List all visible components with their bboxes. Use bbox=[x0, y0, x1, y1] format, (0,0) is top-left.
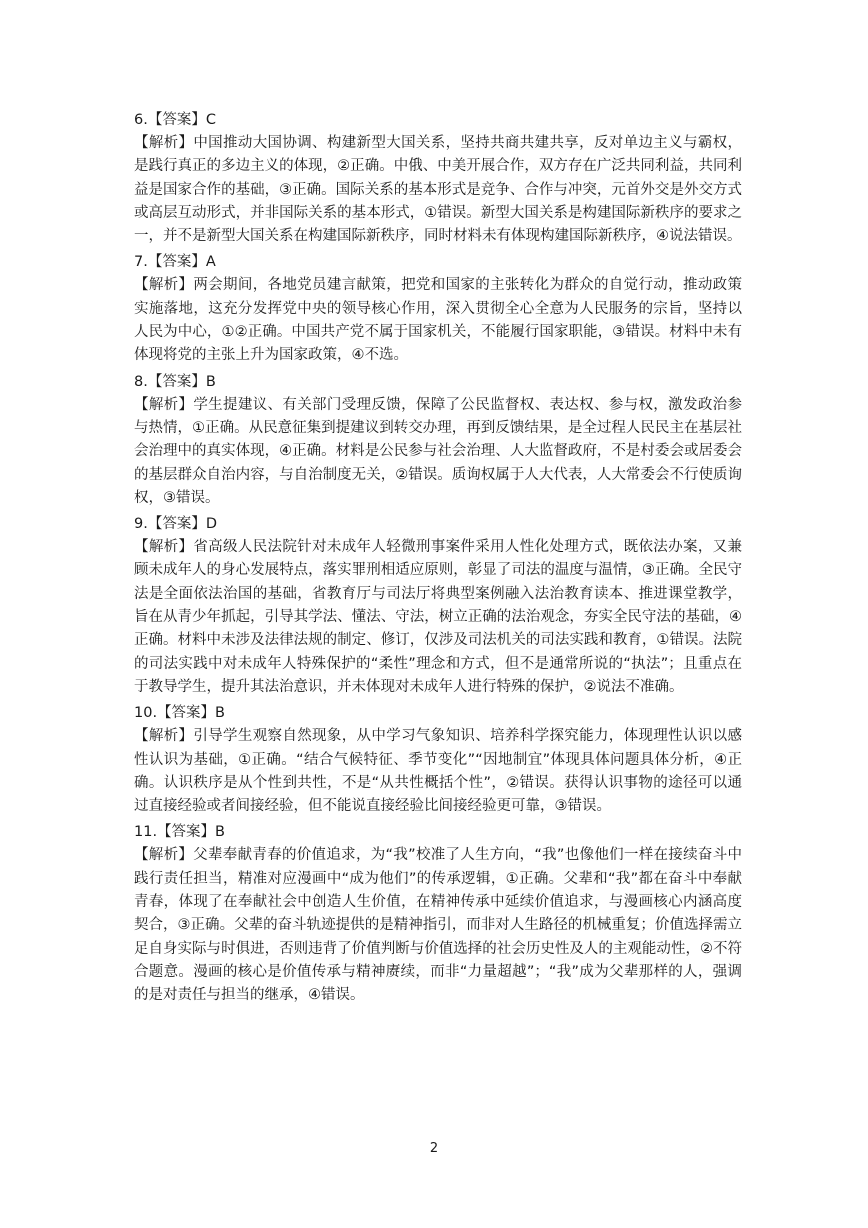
answer-item-10 bbox=[134, 703, 742, 818]
analysis-text: 【解析】引导学生观察自然现象，从中学习气象知识、培养科学探究能力，体现理性认识以感性认识为基础，①正确。“结合气候特征、季节变化”“因地制宜”体现具体问题具体分析，④正确。认识秩序是从个性到共性，不是“从共性概括个性”，②错误。获得认识事物的途径可以通过直接经验或者间接经验，但不能说直接经验比间接经验更可靠，③错误。 bbox=[134, 728, 742, 815]
answer-item-9 bbox=[134, 514, 742, 699]
answer-item-6 bbox=[134, 110, 742, 248]
answer-heading: 10.【答案】B bbox=[134, 705, 226, 722]
analysis-text: 【解析】父辈奉献青春的价值追求，为“我”校准了人生方向，“我”也像他们一样在接续奋斗中践行责任担当，精准对应漫画中“成为他们”的传承逻辑，①正确。父辈和“我”都在奋斗中奉献青春，体现了在奉献社会中创造人生价值，在精神传承中延续价值追求，与漫画核心内涵高度契合，③正确。父辈的奋斗轨迹提供的是精神指引，而非对人生路径的机械重复；价值选择需立足自身实际与时俱进，否则违背了价值判断与价值选择的社会历史性及人的主观能动性，②不符合题意。漫画的核心是价值传承与精神赓续，而非“力量超越”；“我”成为父辈那样的人，强调的是对责任与担当的继承，④错误。 bbox=[134, 847, 742, 1004]
answer-heading: 11.【答案】B bbox=[134, 824, 226, 841]
analysis-text: 【解析】学生提建议、有关部门受理反馈，保障了公民监督权、表达权、参与权，激发政治参与热情，①正确。从民意征集到提建议到转交办理，再到反馈结果，是全过程人民民主在基层社会治理中的真实体现，④正确。材料是公民参与社会治理、人大监督政府，不是村委会或居委会的基层群众自治内容，与自治制度无关，②错误。质询权属于人大代表，人大常委会不行使质询权，③错误。 bbox=[134, 396, 742, 506]
answer-item-7 bbox=[134, 252, 742, 367]
answer-heading: 9.【答案】D bbox=[134, 516, 217, 533]
answer-heading: 6.【答案】C bbox=[134, 112, 216, 128]
answer-item-8 bbox=[134, 372, 742, 510]
analysis-text: 【解析】省高级人民法院针对未成年人轻微刑事案件采用人性化处理方式，既依法办案，又兼顾未成年人的身心发展特点，落实罪刑相适应原则，彰显了司法的温度与温情，③正确。全民守法是全面依法治国的基础，省教育厅与司法厅将典型案例融入法治教育读本、推进课堂教学，旨在从青少年抓起，引导其学法、懂法、守法，树立正确的法治观念，夯实全民守法的基础，④正确。材料中未涉及法律法规的制定、修订，仅涉及司法机关的司法实践和教育，①错误。法院的司法实践中对未成年人特殊保护的“柔性”理念和方式，但不是通常所说的“执法”；且重点在于教导学生，提升其法治意识，并未体现对未成年人进行特殊的保护，②说法不准确。 bbox=[134, 539, 742, 695]
answer-heading: 8.【答案】B bbox=[134, 373, 216, 390]
answer-item-11 bbox=[134, 822, 742, 1007]
analysis-text: 【解析】两会期间，各地党员建言献策，把党和国家的主张转化为群众的自觉行动，推动政策实施落地，这充分发挥党中央的领导核心作用，深入贯彻全心全意为人民服务的宗旨，坚持以人民为中心，①②正确。中国共产党不属于国家机关，不能履行国家职能，③错误。材料中未有体现将党的主张上升为国家政策，④不选。 bbox=[134, 277, 742, 364]
answer-heading: 7.【答案】A bbox=[134, 254, 216, 271]
page-number: 2 bbox=[429, 1141, 439, 1156]
document-body bbox=[134, 106, 742, 1008]
analysis-text: 【解析】中国推动大国协调、构建新型大国关系，坚持共商共建共享，反对单边主义与霸权，是践行真正的多边主义的体现，②正确。中俄、中美开展合作，双方存在广泛共同利益，共同利益是国家合作的基础，③正确。国际关系的基本形式是竞争、合作与冲突，元首外交是外交方式或高层互动形式，并非国际关系的基本形式，①错误。新型大国关系是构建国际新秩序的要求之一，并不是新型大国关系在构建国际新秩序，同时材料未有体现构建国际新秩序，④说法错误。 bbox=[134, 135, 742, 245]
